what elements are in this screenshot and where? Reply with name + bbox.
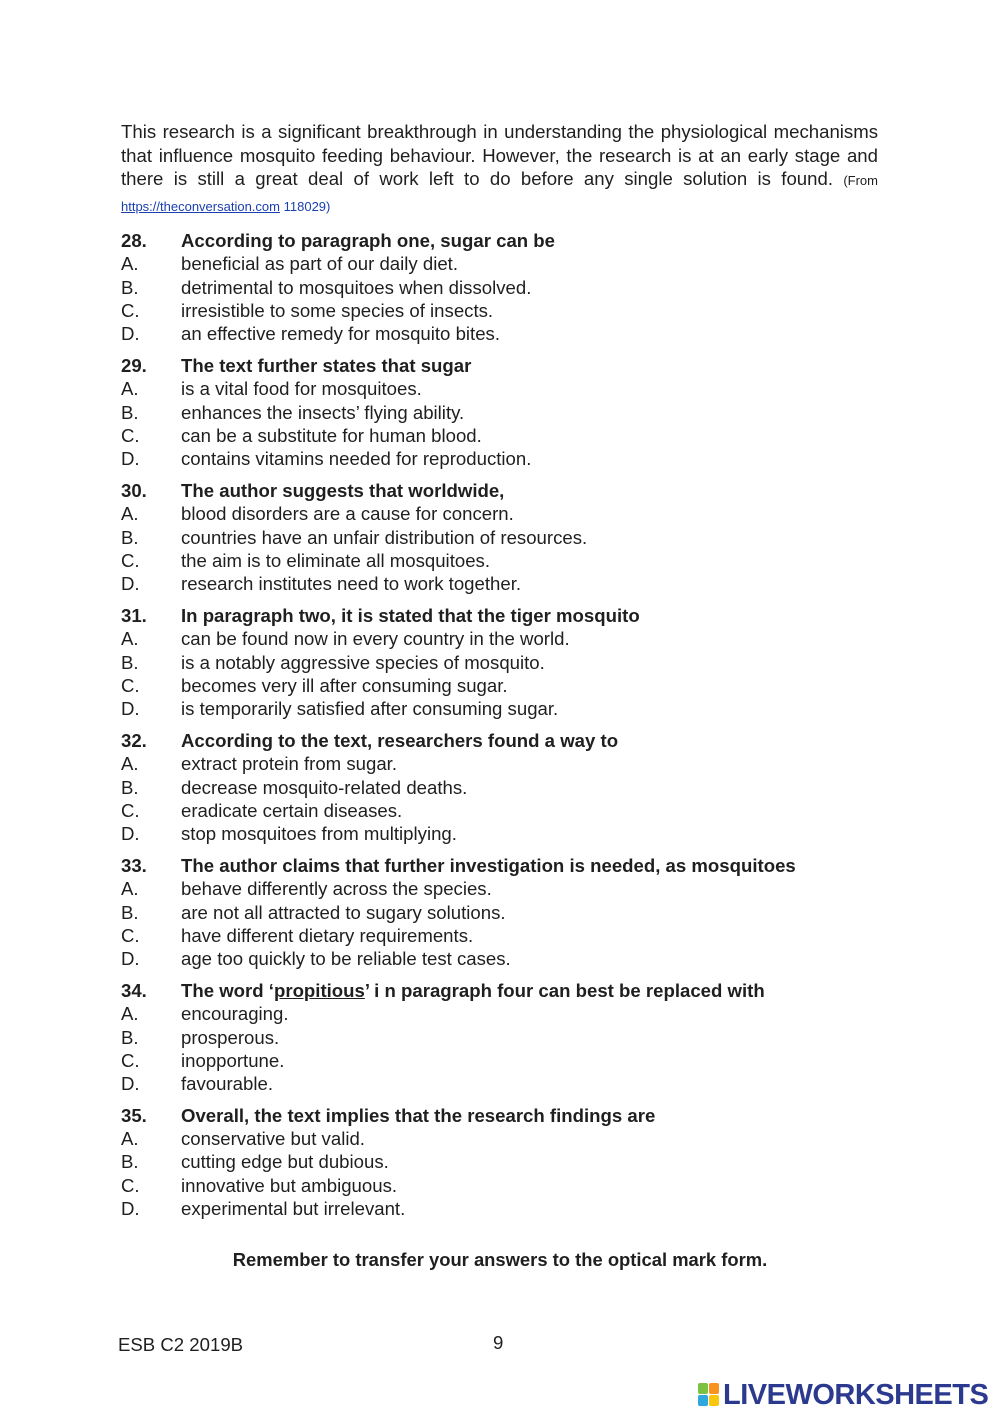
transfer-reminder: Remember to transfer your answers to the optical mark form. [232, 1249, 768, 1270]
option-letter: D. [121, 573, 140, 595]
option-b[interactable] [121, 1150, 901, 1173]
option-text: contains vitamins needed for reproduction. [181, 448, 532, 470]
question-number: 28. [121, 230, 147, 251]
option-b[interactable] [121, 901, 901, 924]
underlined-word: propitious [273, 979, 365, 1001]
option-a[interactable] [121, 877, 901, 900]
option-d[interactable] [121, 322, 901, 345]
question-number: 35. [121, 1104, 147, 1126]
logo-tiles-icon [698, 1383, 720, 1407]
option-text: cutting edge but dubious. [181, 1151, 389, 1173]
option-a[interactable] [121, 377, 901, 400]
intro-paragraph [121, 120, 878, 218]
option-text: age too quickly to be reliable test cases. [181, 948, 511, 970]
option-text: conservative but valid. [181, 1128, 365, 1150]
option-b[interactable] [121, 401, 901, 424]
option-d[interactable] [121, 822, 901, 845]
option-letter: C. [121, 1174, 140, 1196]
option-letter: A. [121, 1003, 139, 1025]
option-text: stop mosquitoes from multiplying. [181, 823, 457, 845]
option-letter: C. [121, 799, 140, 821]
question-text: The author suggests that worldwide, [181, 479, 505, 501]
exam-code: ESB C2 2019B [118, 1334, 244, 1355]
option-text: encouraging. [181, 1003, 289, 1025]
question-32 [121, 729, 901, 845]
question-number: 33. [121, 854, 147, 876]
option-letter: D. [121, 1073, 140, 1095]
question-stem [121, 729, 901, 752]
question-30 [121, 479, 901, 595]
option-b[interactable] [121, 526, 901, 549]
question-list [121, 229, 901, 1229]
option-d[interactable] [121, 1197, 901, 1220]
option-c[interactable] [121, 924, 901, 947]
option-letter: B. [121, 401, 139, 423]
option-c[interactable] [121, 424, 901, 447]
option-c[interactable] [121, 799, 901, 822]
option-b[interactable] [121, 776, 901, 799]
option-letter: B. [121, 776, 139, 798]
question-stem [121, 1104, 901, 1127]
option-b[interactable] [121, 651, 901, 674]
option-text: extract protein from sugar. [181, 753, 397, 775]
option-text: favourable. [181, 1073, 273, 1095]
option-letter: B. [121, 651, 139, 673]
question-stem [121, 979, 901, 1002]
option-text: is a notably aggressive species of mosquito. [181, 651, 545, 673]
option-d[interactable] [121, 572, 901, 595]
option-letter: D. [121, 323, 140, 345]
option-text: can be found now in every country in the world. [181, 628, 570, 650]
option-text: blood disorders are a cause for concern. [181, 503, 514, 525]
option-a[interactable] [121, 1127, 901, 1150]
question-number: 29. [121, 354, 147, 376]
liveworksheets-logo[interactable] [698, 1380, 988, 1410]
option-letter: C. [121, 424, 140, 446]
option-letter: D. [121, 948, 140, 970]
option-text: inopportune. [181, 1049, 285, 1071]
option-letter: A. [121, 1128, 139, 1150]
option-d[interactable] [121, 1072, 901, 1095]
option-c[interactable] [121, 1174, 901, 1197]
question-text: The text further states that sugar [181, 354, 472, 376]
option-letter: B. [121, 901, 139, 923]
option-a[interactable] [121, 1002, 901, 1025]
option-d[interactable] [121, 447, 901, 470]
option-text: the aim is to eliminate all mosquitoes. [181, 549, 491, 571]
logo-text: LIVEWORKSHEETS [723, 1379, 989, 1411]
option-text: is temporarily satisfied after consuming sugar. [181, 698, 559, 720]
option-d[interactable] [121, 697, 901, 720]
option-c[interactable] [121, 674, 901, 697]
option-a[interactable] [121, 502, 901, 525]
option-text: have different dietary requirements. [181, 924, 474, 946]
question-text: The author claims that further investigation is needed, as mosquitoes [181, 854, 796, 876]
option-letter: B. [121, 1026, 139, 1048]
option-text: becomes very ill after consuming sugar. [181, 674, 508, 696]
option-c[interactable] [121, 299, 901, 322]
question-28 [121, 229, 901, 345]
question-text: According to paragraph one, sugar can be [181, 230, 556, 251]
option-a[interactable] [121, 252, 901, 275]
option-letter: D. [121, 1198, 140, 1220]
option-letter: A. [121, 628, 139, 650]
option-letter: C. [121, 299, 140, 321]
option-text: eradicate certain diseases. [181, 799, 403, 821]
question-31 [121, 604, 901, 720]
option-text: innovative but ambiguous. [181, 1174, 398, 1196]
option-text: irresistible to some species of insects. [181, 299, 494, 321]
question-number: 32. [121, 729, 147, 751]
option-text: behave differently across the species. [181, 878, 492, 900]
option-text: beneficial as part of our daily diet. [181, 253, 458, 275]
source-prefix: (From [843, 173, 878, 188]
question-34 [121, 979, 901, 1095]
question-35 [121, 1104, 901, 1220]
option-letter: D. [121, 448, 140, 470]
question-number: 31. [121, 604, 147, 626]
option-letter: A. [121, 253, 139, 275]
option-letter: B. [121, 526, 139, 548]
option-d[interactable] [121, 947, 901, 970]
option-b[interactable] [121, 276, 901, 299]
option-letter: D. [121, 698, 140, 720]
option-letter: C. [121, 674, 140, 696]
question-text [181, 979, 765, 1002]
question-text: Overall, the text implies that the research findings are [181, 1104, 656, 1126]
stem-after: ’ i n paragraph four can best be replaced with [364, 979, 765, 1001]
option-letter: A. [121, 753, 139, 775]
question-stem [121, 354, 901, 377]
option-letter: A. [121, 878, 139, 900]
intro-text: This research is a significant breakthrough in understanding the physiological mechanisms that influence mosquito feeding behaviour. However, the research is at an early stage and there is still a great deal of work left to do before any single solution is found. [121, 121, 878, 189]
option-a[interactable] [121, 627, 901, 650]
option-c[interactable] [121, 549, 901, 572]
question-29 [121, 354, 901, 470]
option-c[interactable] [121, 1049, 901, 1072]
option-text: is a vital food for mosquitoes. [181, 378, 422, 400]
question-text: According to the text, researchers found a way to [181, 729, 619, 751]
option-letter: C. [121, 924, 140, 946]
option-b[interactable] [121, 1026, 901, 1049]
question-stem [121, 604, 901, 627]
option-text: countries have an unfair distribution of resources. [181, 526, 588, 548]
option-letter: B. [121, 276, 139, 298]
question-number: 30. [121, 479, 147, 501]
option-text: prosperous. [181, 1026, 280, 1048]
option-text: research institutes need to work together. [181, 573, 522, 595]
question-stem [121, 854, 901, 877]
source-link[interactable]: https://theconversation.com [121, 198, 280, 214]
option-text: decrease mosquito-related deaths. [181, 776, 468, 798]
option-letter: A. [121, 378, 139, 400]
question-stem [121, 229, 901, 252]
question-stem [121, 479, 901, 502]
option-a[interactable] [121, 752, 901, 775]
option-letter: C. [121, 549, 140, 571]
question-text: In paragraph two, it is stated that the tiger mosquito [181, 604, 640, 626]
question-33 [121, 854, 901, 970]
option-letter: C. [121, 1049, 140, 1071]
option-text: an effective remedy for mosquito bites. [181, 323, 501, 345]
option-text: can be a substitute for human blood. [181, 424, 482, 446]
question-number: 34. [121, 979, 147, 1001]
page-number: 9 [493, 1332, 504, 1353]
stem-before: The word ‘ [181, 979, 274, 1001]
option-text: experimental but irrelevant. [181, 1198, 406, 1220]
option-text: are not all attracted to sugary solutions. [181, 901, 506, 923]
source-id: 118029) [283, 198, 331, 214]
option-letter: A. [121, 503, 139, 525]
option-letter: D. [121, 823, 140, 845]
option-text: enhances the insects’ flying ability. [181, 401, 465, 423]
option-text: detrimental to mosquitoes when dissolved. [181, 276, 532, 298]
option-letter: B. [121, 1151, 139, 1173]
